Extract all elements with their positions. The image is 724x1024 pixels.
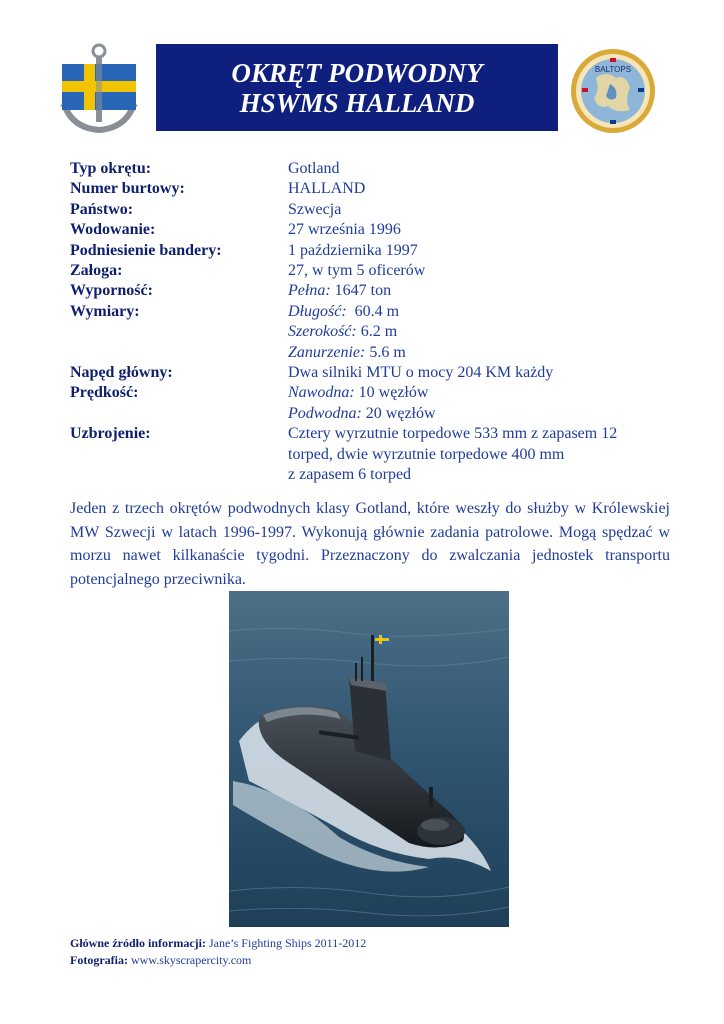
spec-value-line [288,445,670,465]
spec-value [288,281,670,301]
spec-value-line [288,424,670,444]
spec-value-text: HALLAND [288,180,366,198]
spec-label: Wymiary: [70,302,140,320]
spec-value-text: 6.2 m [356,323,398,341]
spec-label: Wyporność: [70,282,153,300]
spec-value-prefix: Szerokość: [288,323,357,341]
spec-value-text: Dwa silniki MTU o mocy 204 KM każdy [288,364,554,382]
spec-label: Uzbrojenie: [70,425,151,443]
badge-text: BALTOPS [594,65,632,74]
spec-label: Załoga: [70,262,123,280]
spec-value-line [288,404,670,424]
main-source-value: Jane’s Fighting Ships 2011-2012 [205,936,367,950]
spec-value-line [288,465,670,485]
spec-value [288,363,670,383]
title-line-2: HSWMS HALLAND [239,87,475,118]
spec-value-line [288,220,670,240]
spec-row [70,220,670,240]
spec-value [288,424,670,485]
sources-section [70,935,366,969]
spec-row [70,281,670,301]
spec-value-text: 27 września 1996 [288,221,401,239]
spec-value [288,261,670,281]
spec-value-text: 1647 ton [330,282,392,300]
spec-value-text: 20 węzłów [361,404,436,422]
spec-value-line [288,200,670,220]
spec-row [70,424,670,485]
title-line-1: OKRĘT PODWODNY [231,57,483,88]
spec-label: Prędkość: [70,384,139,402]
spec-value-text: z zapasem 6 torped [288,466,412,484]
spec-value-line [288,343,670,363]
baltops-seal-icon [570,48,656,134]
spec-value-line [288,322,670,342]
page-title [156,44,558,131]
spec-value [288,220,670,240]
specifications-list [70,159,670,486]
spec-row [70,261,670,281]
spec-label: Napęd główny: [70,364,173,382]
submarine-photo [229,591,509,927]
spec-value [288,200,670,220]
spec-value-text: Cztery wyrzutnie torpedowe 533 mm z zapasem 12 [288,425,618,443]
spec-label: Podniesienie bandery: [70,241,222,259]
spec-value-text: 5.6 m [365,343,406,361]
spec-label: Typ okrętu: [70,160,152,177]
spec-value-line [288,261,670,281]
spec-row [70,200,670,220]
photo-source-row [70,952,366,969]
spec-label: Państwo: [70,200,134,218]
spec-value-text: Gotland [288,160,340,177]
spec-value [288,179,670,199]
spec-value-line [288,281,670,301]
spec-value-line [288,179,670,199]
spec-value-prefix: Podwodna: [288,404,362,422]
photo-source-value: www.skyscrapercity.com [127,953,252,967]
spec-value-line [288,383,670,403]
spec-value-text: 10 węzłów [354,384,429,402]
spec-value-line [288,363,670,383]
spec-row [70,179,670,199]
spec-value-prefix: Pełna: [288,282,331,300]
spec-value-text: 27, w tym 5 oficerów [288,262,426,280]
spec-row [70,302,670,363]
spec-value-line [288,302,670,322]
spec-row [70,241,670,261]
spec-value-line [288,159,670,179]
main-source-label: Główne źródło informacji: [70,936,206,950]
baltops-badge-logo [570,48,656,134]
anchor-flag-logo [58,42,140,134]
spec-value-prefix: Zanurzenie: [288,343,366,361]
spec-value [288,383,670,424]
spec-value-text: torped, dwie wyrzutnie torpedowe 400 mm [288,445,565,463]
photo-source-label: Fotografia: [70,953,128,967]
spec-value [288,159,670,179]
spec-value-text: 60.4 m [346,302,400,320]
spec-row [70,159,670,179]
spec-value-line [288,241,670,261]
spec-value [288,241,670,261]
description-paragraph: Jeden z trzech okrętów podwodnych klasy Gotland, które weszły do służby w Królewskiej MW Szwecji w latach 1996-1997. Wykonują głównie zadania patrolowe. Mogą spędzać w morzu nawet kilkanaście tygodni. Przeznaczony do zwalczania jednostek transportu potencjalnego przeciwnika. [70,500,670,588]
main-source-row [70,935,366,952]
spec-value-text: 1 października 1997 [288,241,418,259]
spec-label: Wodowanie: [70,221,156,239]
spec-value-prefix: Długość: [288,302,347,320]
spec-value-prefix: Nawodna: [288,384,355,402]
anchor-icon [58,42,140,134]
spec-row [70,363,670,383]
spec-row [70,383,670,424]
submarine-image [229,591,509,927]
spec-value-text: Szwecja [288,200,342,218]
spec-value [288,302,670,363]
spec-label: Numer burtowy: [70,180,185,198]
